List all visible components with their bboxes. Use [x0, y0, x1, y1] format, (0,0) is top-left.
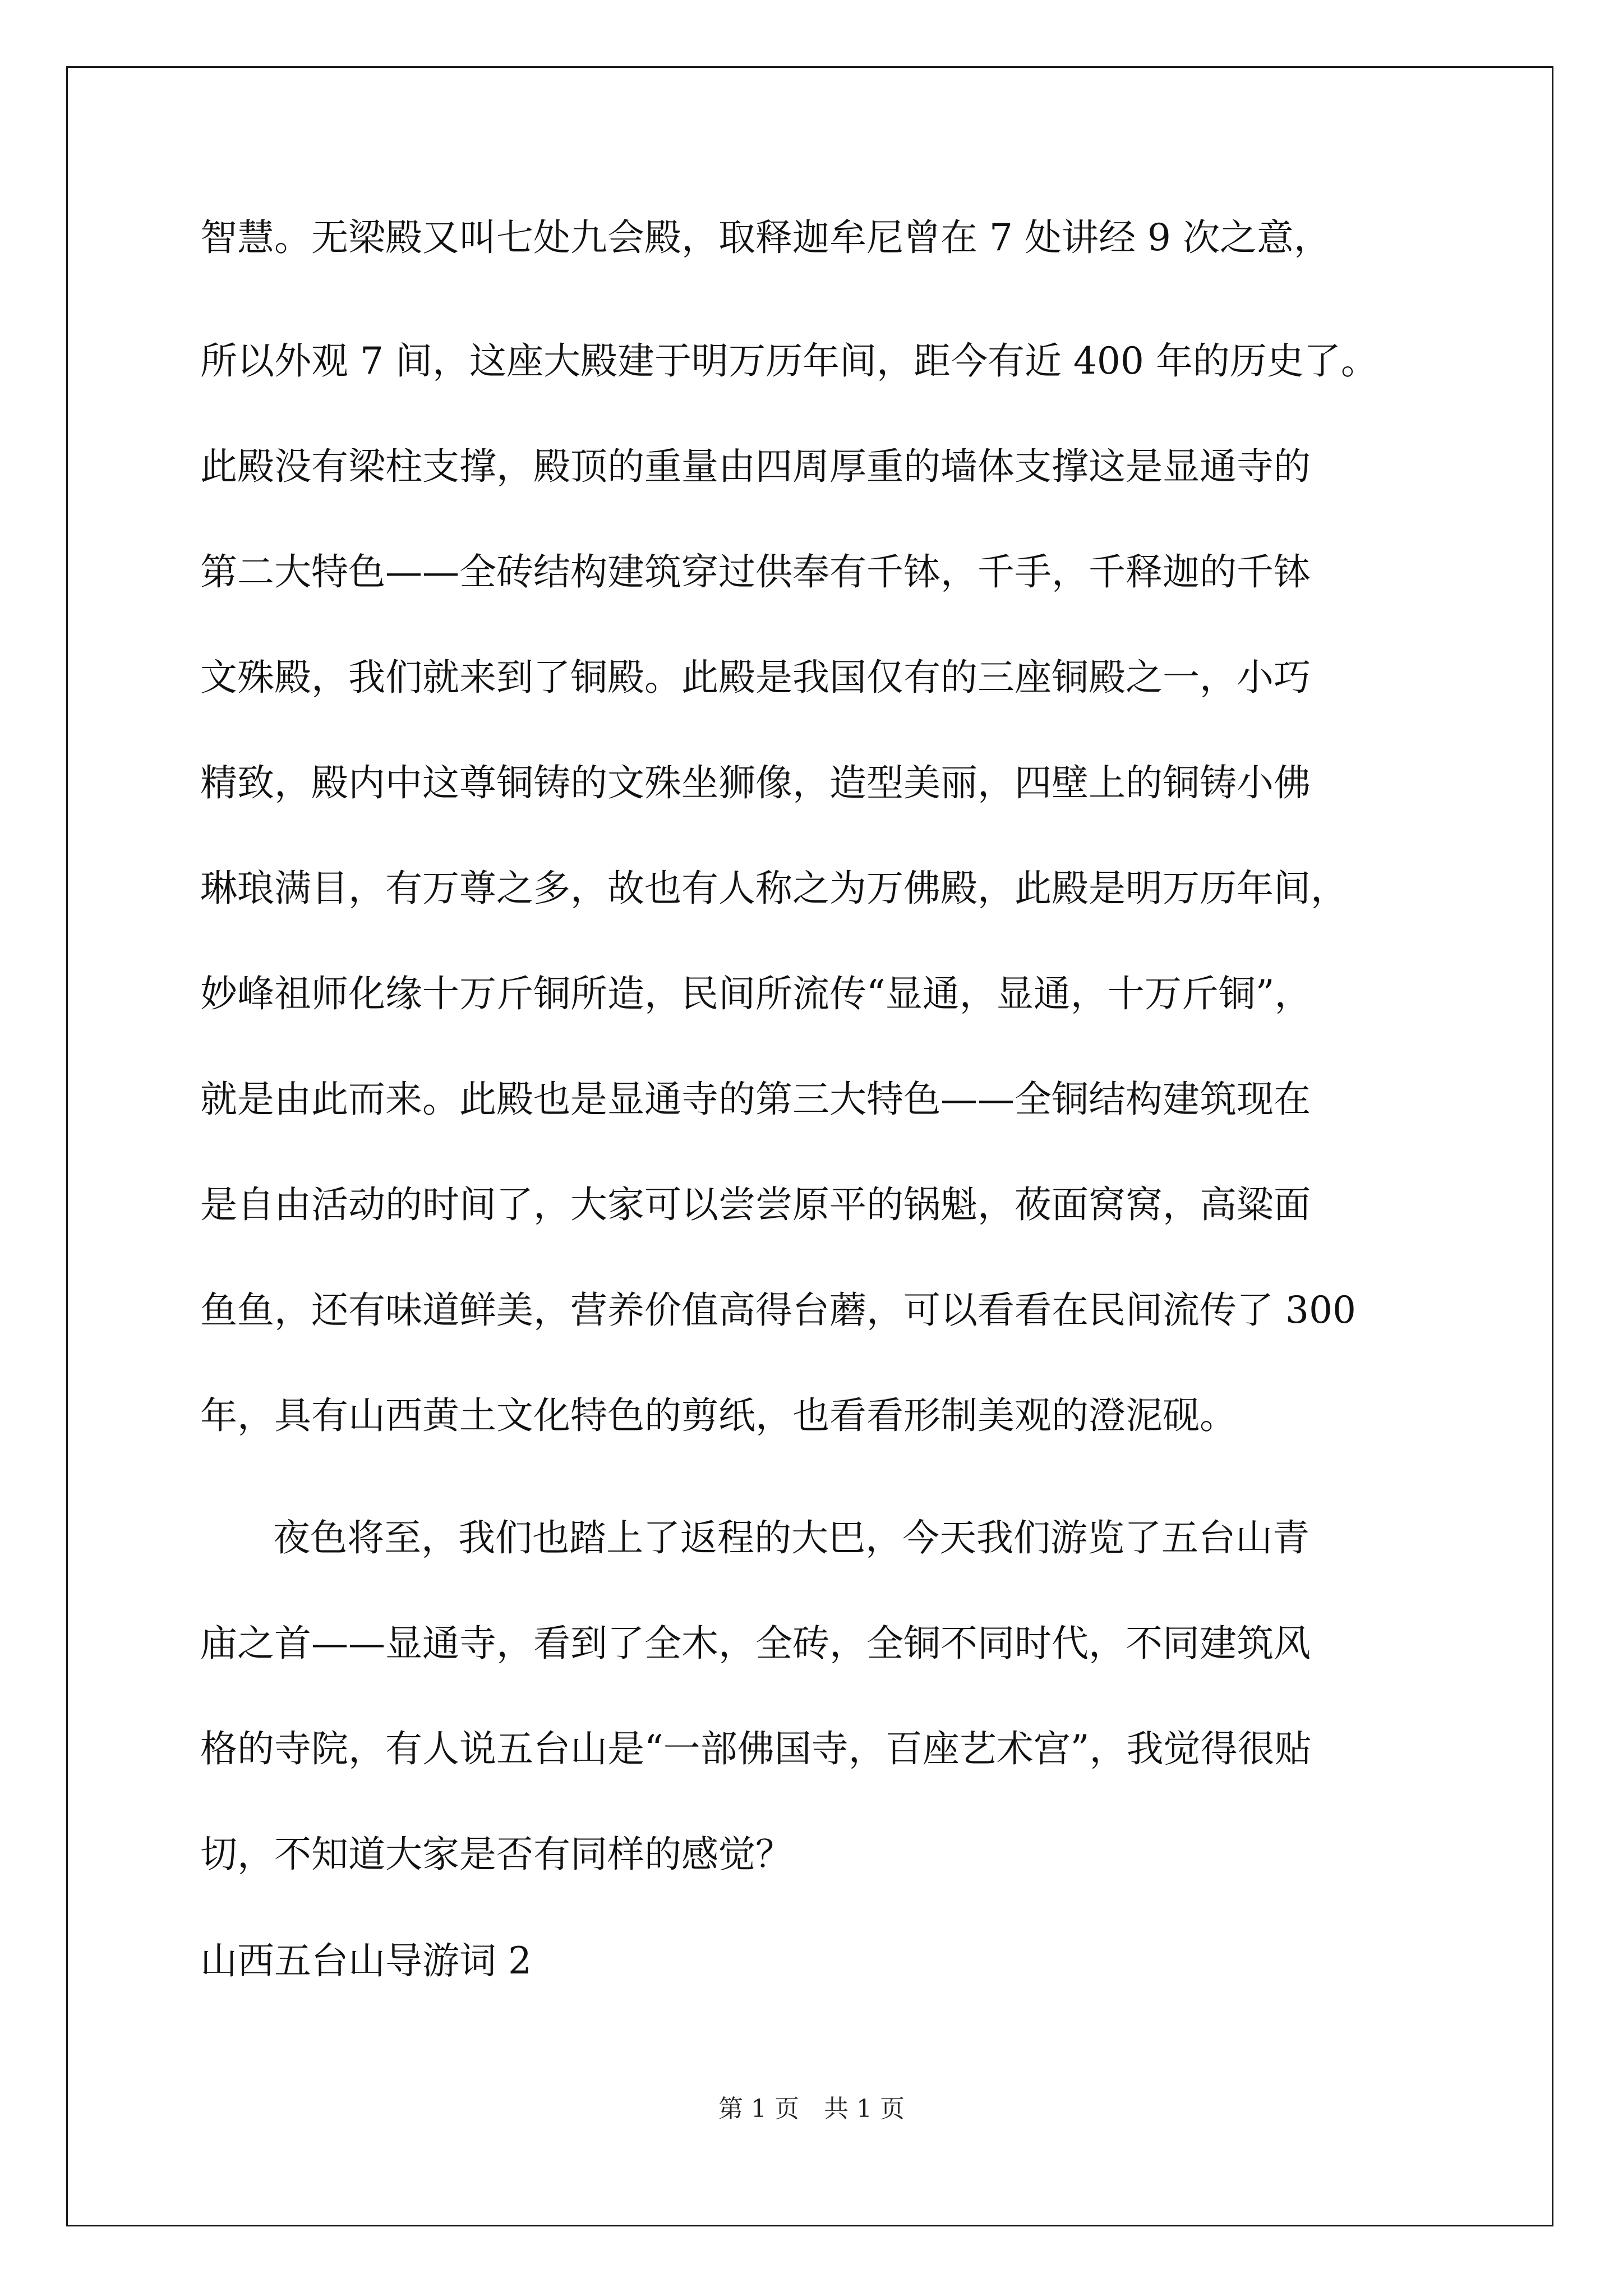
- body-line: 精致，殿内中这尊铜铸的文殊坐狮像，造型美丽，四壁上的铜铸小佛: [200, 761, 1311, 804]
- page-footer: 第 1 页 共 1 页: [718, 2095, 905, 2123]
- body-line: 文殊殿，我们就来到了铜殿。此殿是我国仅有的三座铜殿之一，小巧: [200, 656, 1311, 699]
- body-line: 格的寺院，有人说五台山是“一部佛国寺，百座艺术宫”，我觉得很贴: [200, 1727, 1312, 1770]
- page-border: [66, 66, 1553, 2226]
- body-line: 庙之首——显通寺，看到了全木，全砖，全铜不同时代，不同建筑风: [200, 1622, 1311, 1665]
- body-line: 年，具有山西黄土文化特色的剪纸，也看看形制美观的澄泥砚。: [200, 1394, 1237, 1437]
- body-line: 妙峰祖师化缘十万斤铜所造，民间所流传“显通，显通，十万斤铜”，: [200, 972, 1312, 1015]
- body-line: 是自由活动的时间了，大家可以尝尝原平的锅魁，莜面窝窝，高粱面: [200, 1183, 1311, 1226]
- body-line: 所以外观 7 间，这座大殿建于明万历年间，距今有近 400 年的历史了。: [200, 339, 1378, 383]
- body-line: 第二大特色——全砖结构建筑穿过供奉有千钵，千手，千释迦的千钵: [200, 550, 1311, 593]
- paragraph-first-line: 夜色将至，我们也踏上了返程的大巴，今天我们游览了五台山青: [273, 1516, 1310, 1559]
- body-line: 切，不知道大家是否有同样的感觉？: [200, 1833, 792, 1876]
- body-line: 就是由此而来。此殿也是显通寺的第三大特色——全铜结构建筑现在: [200, 1078, 1311, 1121]
- body-line: 琳琅满目，有万尊之多，故也有人称之为万佛殿，此殿是明万历年间，: [200, 867, 1348, 910]
- body-line: 鱼鱼，还有味道鲜美，营养价值高得台蘑，可以看看在民间流传了 300: [200, 1289, 1356, 1332]
- body-line: 智慧。无梁殿又叫七处九会殿，取释迦牟尼曾在 7 处讲经 9 次之意，: [200, 216, 1331, 259]
- body-line: 此殿没有梁柱支撑，殿顶的重量由四周厚重的墙体支撑这是显通寺的: [200, 445, 1311, 488]
- section-heading: 山西五台山导游词 2: [200, 1939, 532, 1982]
